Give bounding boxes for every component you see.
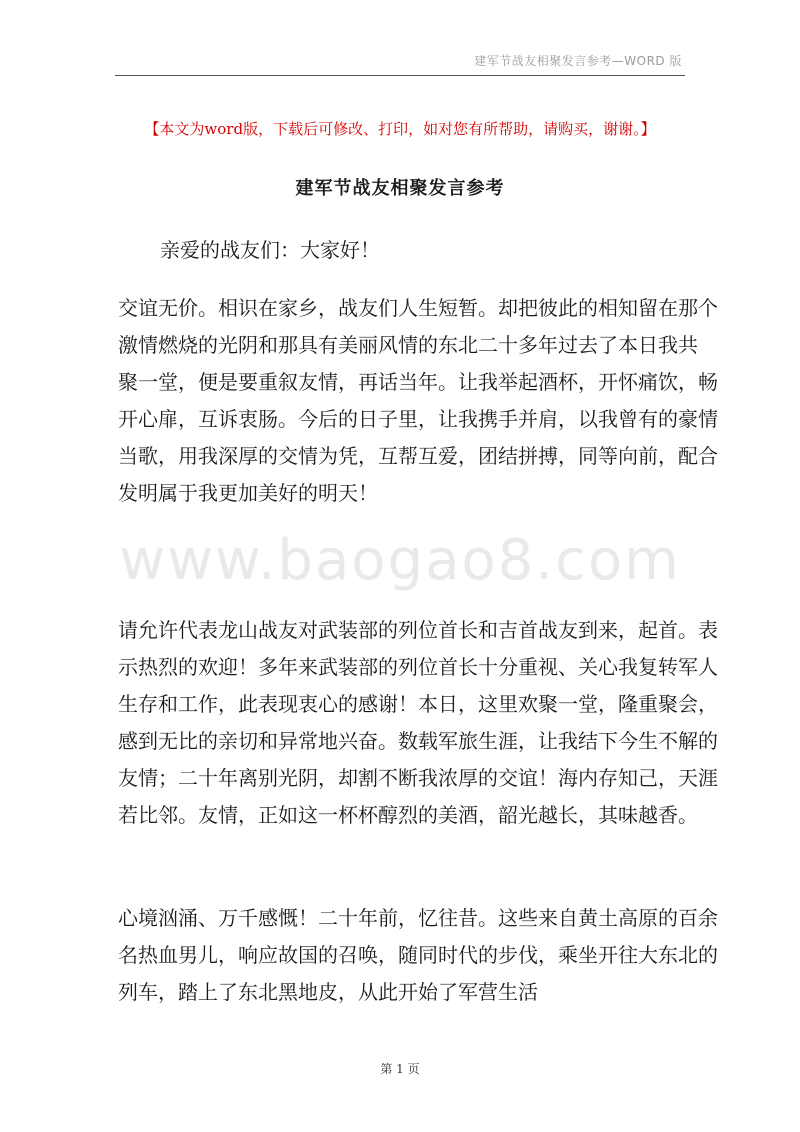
paragraph-line: 开心扉，互诉衷肠。今后的日子里，让我携手并肩，以我曾有的豪情 bbox=[118, 407, 718, 431]
page-header-text: 建军节战友相聚发言参考—WORD 版 bbox=[474, 54, 682, 68]
watermark: www.baogao8.com bbox=[119, 528, 681, 593]
paragraph-line: 请允许代表龙山战友对武装部的列位首长和吉首战友到来，起首。表 bbox=[118, 618, 718, 642]
header-rule bbox=[115, 75, 685, 76]
paragraph-line: 生存和工作，此表现衷心的感谢！本日，这里欢聚一堂，隆重聚会， bbox=[118, 692, 718, 716]
paragraph-2 bbox=[118, 612, 718, 834]
paragraph-line: 聚一堂，便是要重叙友情，再话当年。让我举起酒杯，开怀痛饮，畅 bbox=[118, 370, 718, 394]
paragraph-3 bbox=[118, 900, 718, 1011]
paragraph-1 bbox=[118, 290, 718, 512]
paragraph-line: 交谊无价。相识在家乡，战友们人生短暂。却把彼此的相知留在那个 bbox=[118, 296, 718, 320]
document-title: 建军节战友相聚发言参考 bbox=[295, 178, 505, 199]
paragraph-line: 当歌，用我深厚的交情为凭，互帮互爱，团结拼搏，同等向前，配合 bbox=[118, 444, 718, 468]
paragraph-line: 若比邻。友情，正如这一杯杯醇烈的美酒，韶光越长，其味越香。 bbox=[118, 803, 698, 827]
greeting: 亲爱的战友们：大家好！ bbox=[160, 238, 380, 262]
paragraph-line: 示热烈的欢迎！多年来武装部的列位首长十分重视、关心我复转军人 bbox=[118, 655, 718, 679]
purchase-notice: 【本文为word版，下载后可修改、打印，如对您有所帮助，请购买，谢谢。】 bbox=[144, 120, 656, 138]
page-number: 第 1 页 bbox=[380, 1062, 420, 1076]
paragraph-line: 感到无比的亲切和异常地兴奋。数载军旅生涯，让我结下今生不解的 bbox=[118, 729, 718, 753]
paragraph-line: 发明属于我更加美好的明天！ bbox=[118, 481, 378, 505]
paragraph-line: 名热血男儿，响应故国的召唤，随同时代的步伐，乘坐开往大东北的 bbox=[118, 943, 718, 967]
paragraph-line: 列车，踏上了东北黑地皮，从此开始了军营生活 bbox=[118, 980, 538, 1004]
paragraph-line: 心境汹涌、万千感慨！二十年前，忆往昔。这些来自黄土高原的百余 bbox=[118, 906, 718, 930]
paragraph-line: 友情；二十年离别光阴，却割不断我浓厚的交谊！海内存知己，天涯 bbox=[118, 766, 718, 790]
paragraph-line: 激情燃烧的光阴和那具有美丽风情的东北二十多年过去了本日我共 bbox=[118, 333, 698, 357]
